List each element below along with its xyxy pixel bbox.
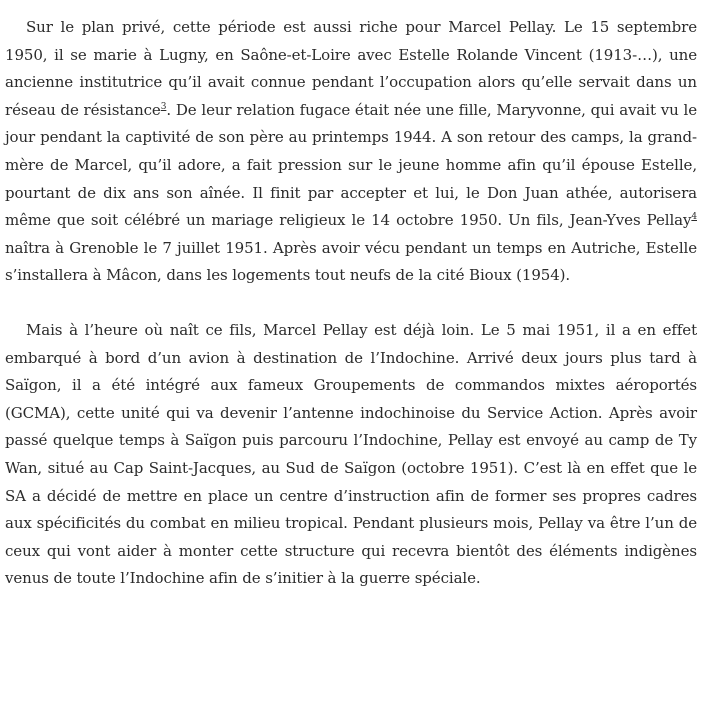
footnote-link-4[interactable]: 4 — [691, 212, 697, 223]
paragraph-1-text-b: . De leur relation fugace était née une fille, Maryvonne, qui avait vu le jour pendant la captivité de son père au printemps 1944. A son retour des camps, la grand-mère de Marcel, qu’il adore, a fait pression sur le jeune homme afin qu’il épouse Estelle, pourtant de dix ans son aînée. Il finit par accepter et lui, le Don Juan athée, autorisera même que soit célébré un mariage religieux le 14 octobre 1950. Un fils, Jean-Yves Pellay — [5, 100, 697, 230]
footnote-ref-4[interactable] — [691, 212, 697, 222]
paragraph-2: Mais à l’heure où naît ce fils, Marcel Pellay est déjà loin. Le 5 mai 1951, il a en effet embarqué à bord d’un avion à destination de l’Indochine. Arrivé deux jours plus tard à Saïgon, il a été intégré aux fameux Groupements de commandos mixtes aéroportés (GCMA), cette unité qui va devenir l’antenne indochinoise du Service Action. Après avoir passé quelque temps à Saïgon puis parcouru l’Indochine, Pellay est envoyé au camp de Ty Wan, situé au Cap Saint-Jacques, au Sud de Saïgon (octobre 1951). C’est là en effet que le SA a décidé de mettre en place un centre d’instruction afin de former ses propres cadres aux spécificités du combat en milieu tropical. Pendant plusieurs mois, Pellay va être l’un de ceux qui vont aider à monter cette structure qui recevra bientôt des éléments indigènes venus de toute l’Indochine afin de s’initier à la guerre spéciale. — [5, 320, 697, 588]
paragraph-1 — [5, 14, 697, 290]
paragraph-1-text-c: naîtra à Grenoble le 7 juillet 1951. Après avoir vécu pendant un temps en Autriche, Estelle s’installera à Mâcon, dans les logements tout neufs de la cité Bioux (1954). — [5, 238, 697, 285]
footnote-link-3[interactable]: 3 — [160, 101, 167, 112]
article-body — [5, 14, 697, 593]
paragraph-1-text-a: Sur le plan privé, cette période est aussi riche pour Marcel Pellay. Le 15 septembre 1950, il se marie à Lugny, en Saône-et-Loire avec Estelle Rolande Vincent (1913-…), une ancienne institutrice qu’il avait connue pendant l’occupation alors qu’elle servait dans un réseau de résistance — [5, 18, 697, 119]
